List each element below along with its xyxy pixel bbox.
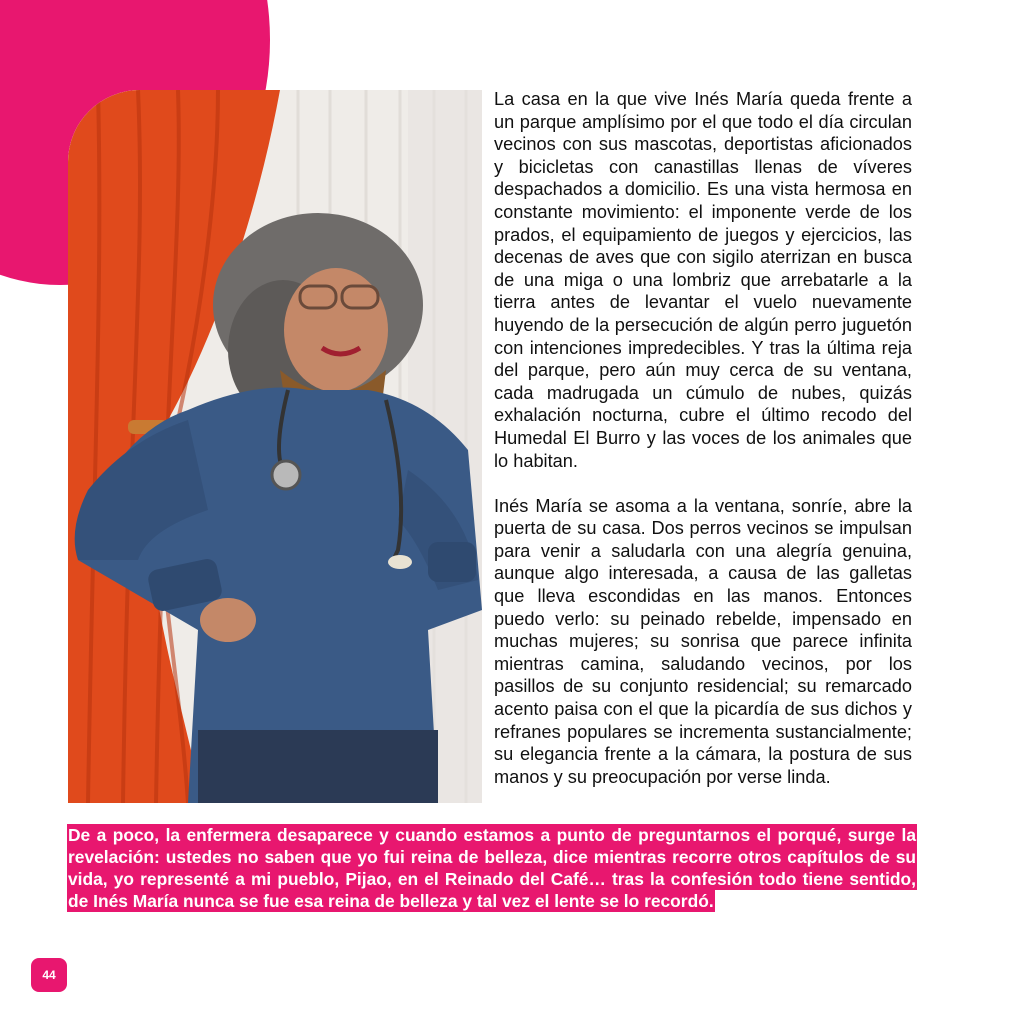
- pull-quote-text: De a poco, la enfermera desaparece y cuando estamos a punto de preguntarnos el porqué, surge la revelación: ustedes no saben que yo fui reina de belleza, dice mientras recorre otros capítulos de su vida, yo representé a mi pueblo, Pijao, en el Reinado del Café… tras la confesión todo tiene sentido, de Inés María nunca se fue esa reina de belleza y tal vez el lente se lo recordó.: [68, 825, 916, 912]
- pull-quote: [67, 824, 917, 912]
- article-body: [494, 88, 912, 811]
- portrait-photo: [68, 90, 482, 803]
- paragraph: Inés María se asoma a la ventana, sonríe, abre la puerta de su casa. Dos perros vecinos se impulsan para venir a saludarla con una alegría genuina, aunque algo interesada, a causa de las galletas que lleva escondidas en las manos. Entonces puedo verlo: su peinado rebelde, impensado en muchas mujeres; su sonrisa que parece infinita mientras camina, saludando vecinos, por los pasillos de su conjunto residencial; su remarcado acento paisa con el que la picardía de sus dichos y refranes populares se incrementa sustancialmente; su elegancia frente a la cámara, la postura de sus manos y su preocupación por verse linda.: [494, 495, 912, 787]
- paragraph: La casa en la que vive Inés María queda frente a un parque amplísimo por el que todo el día circulan vecinos con sus mascotas, deportistas aficionados y bicicletas con canastillas llenas de víveres despachados a domicilio. Es una vista hermosa en constante movimiento: el imponente verde de los prados, el equipamiento de juegos y ejercicios, las decenas de aves que con sigilo aterrizan en busca de una miga o una lombriz que arrebatarle a la tierra antes de levantar el vuelo nuevamente huyendo de la persecución de algún perro juguetón con intenciones impredecibles. Y tras la última reja del parque, pero aún muy cerca de su ventana, cada madrugada un cúmulo de nubes, quizás exhalación nocturna, cubre el último recodo del Humedal El Burro y las voces de los animales que lo habitan.: [494, 89, 912, 471]
- page-number: 44: [42, 968, 56, 982]
- page-number-badge: [31, 958, 67, 992]
